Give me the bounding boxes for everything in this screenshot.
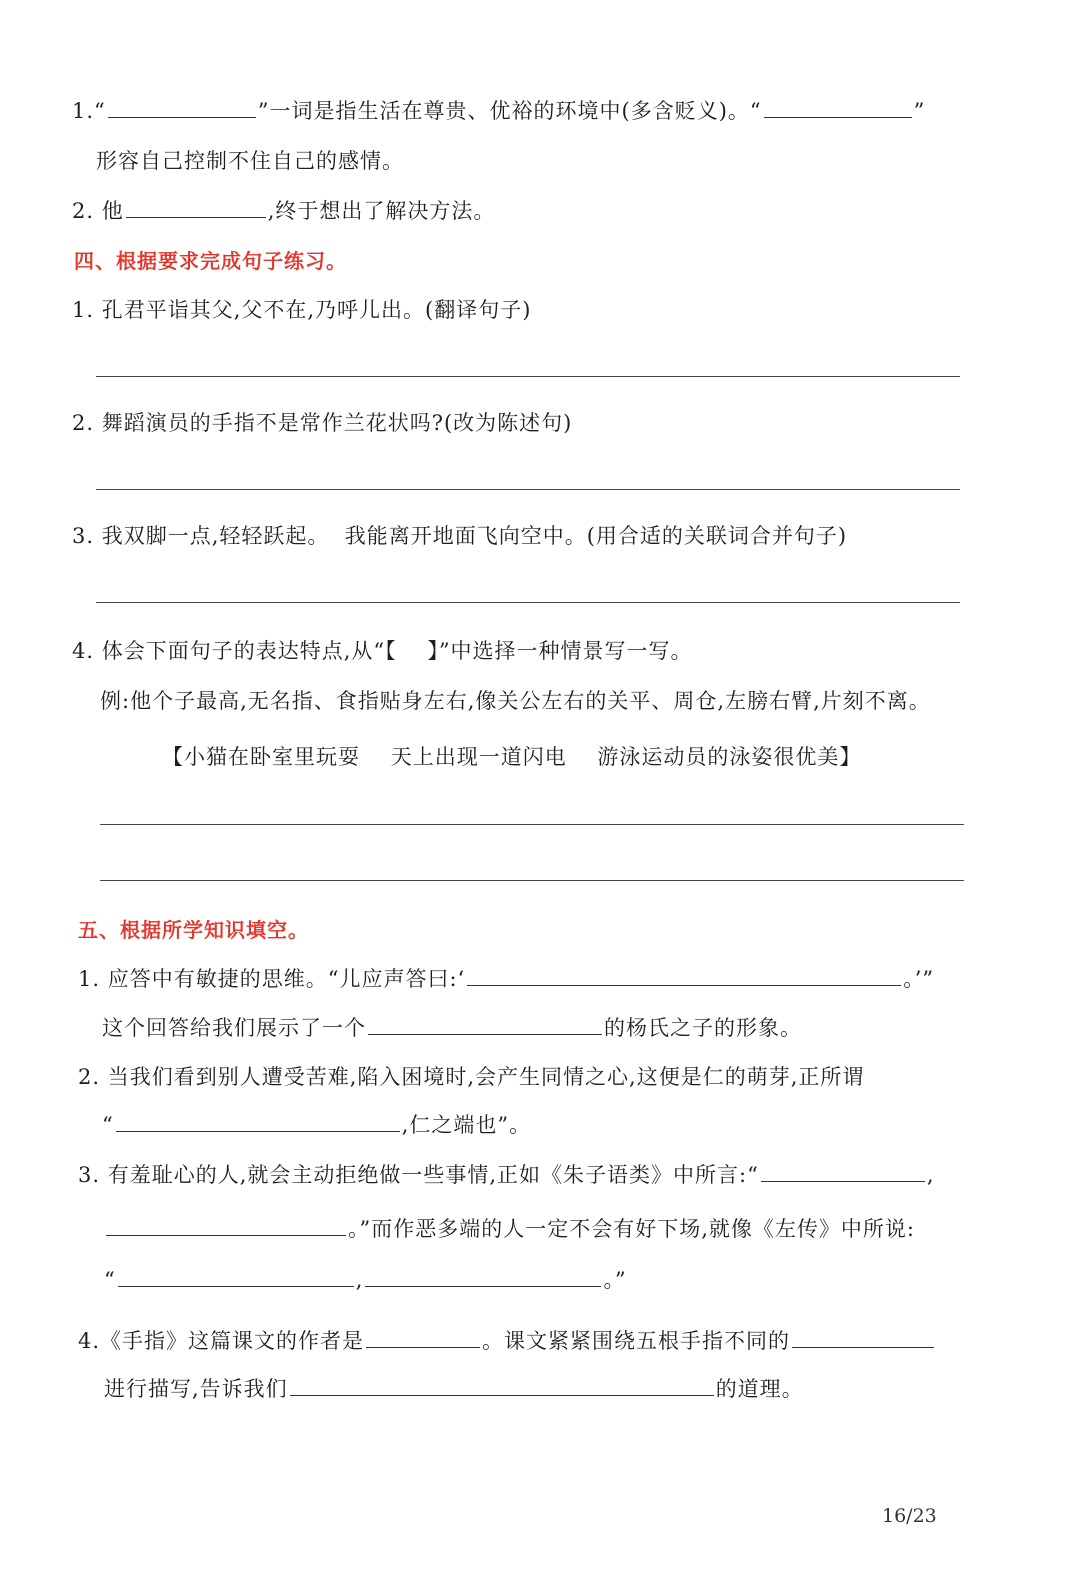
s5-q4-mid: 。课文紧紧围绕五根手指不同的 [482, 1329, 791, 1353]
s3-q1-line1 [72, 96, 925, 126]
s5-q3-line3 [104, 1265, 627, 1295]
s3-q1-close-quote: ” [913, 99, 926, 123]
s5-q4-line2 [104, 1374, 804, 1404]
s4-q4-example: 例:他个子最高,无名指、食指贴身左右,像关公左右的关平、周仓,左膀右臂,片刻不离。 [100, 689, 931, 713]
s5-q1-blank-1[interactable] [467, 965, 901, 986]
s5-q3-l3-end: 。” [603, 1268, 627, 1292]
s5-q3-blank-3[interactable] [118, 1266, 354, 1287]
s5-q3-l3-comma: , [355, 1268, 364, 1292]
s5-q1-line2 [102, 1013, 802, 1043]
s5-q4-blank-1[interactable] [366, 1327, 480, 1348]
page-number: 16/23 [882, 1505, 937, 1527]
s5-q3-blank-4[interactable] [365, 1266, 601, 1287]
s5-q2-open-quote: “ [102, 1113, 114, 1137]
s5-q3-l3-open-quote: “ [104, 1268, 116, 1292]
s5-q2-line2 [102, 1110, 531, 1140]
s5-q1-l2-end: 的杨氏之子的形象。 [604, 1016, 802, 1040]
section4-heading: 四、根据要求完成句子练习。 [74, 249, 347, 273]
s3-q1-mid: ”一词是指生活在尊贵、优裕的环境中(多含贬义)。“ [257, 99, 762, 123]
s5-q2-l2-end: ,仁之端也”。 [401, 1113, 532, 1137]
s4-q1: 1. 孔君平诣其父,父不在,乃呼儿出。(翻译句子) [72, 298, 532, 322]
s3-q2-blank[interactable] [126, 197, 266, 218]
s4-q4-options: 【小猫在卧室里玩耍 天上出现一道闪电 游泳运动员的泳姿很优美】 [162, 745, 862, 769]
s5-q4-start: 4.《手指》这篇课文的作者是 [78, 1329, 365, 1353]
s3-q2-end: ,终于想出了解决方法。 [267, 199, 496, 223]
s4-q4-answer-line-1[interactable] [100, 824, 964, 825]
s4-q4: 4. 体会下面句子的表达特点,从“【 】”中选择一种情景写一写。 [72, 639, 693, 663]
s5-q3-line1 [78, 1160, 935, 1190]
s3-q2-line [72, 196, 495, 226]
s5-q1-start: 1. 应答中有敏捷的思维。“儿应声答曰:‘ [78, 967, 466, 991]
s4-q3-answer-line[interactable] [96, 602, 960, 603]
s5-q3-line2 [104, 1214, 915, 1244]
s4-q2: 2. 舞蹈演员的手指不是常作兰花状吗?(改为陈述句) [72, 411, 573, 435]
s5-q1-blank-2[interactable] [368, 1014, 602, 1035]
s3-q2-start: 2. 他 [72, 199, 124, 223]
section5-heading: 五、根据所学知识填空。 [78, 918, 309, 942]
s5-q3-l2-end: 。”而作恶多端的人一定不会有好下场,就像《左传》中所说: [348, 1217, 915, 1241]
s5-q2-blank[interactable] [116, 1111, 400, 1132]
s3-q1-line2: 形容自己控制不住自己的感情。 [96, 149, 404, 173]
s3-q1-num: 1. [72, 99, 95, 123]
s4-q4-answer-line-2[interactable] [100, 880, 964, 881]
s4-q3: 3. 我双脚一点,轻轻跃起。 我能离开地面飞向空中。(用合适的关联词合并句子) [72, 524, 848, 548]
s5-q1-line1 [78, 964, 934, 994]
s5-q1-end: 。’” [903, 967, 935, 991]
s5-q4-blank-2[interactable] [792, 1327, 934, 1348]
s5-q3-comma: , [926, 1163, 935, 1187]
s5-q2-line1: 2. 当我们看到别人遭受苦难,陷入困境时,会产生同情之心,这便是仁的萌芽,正所谓 [78, 1065, 865, 1089]
s5-q4-line1 [78, 1326, 936, 1356]
s3-q1-blank-1[interactable] [108, 97, 256, 118]
s5-q3-blank-1[interactable] [761, 1161, 925, 1182]
s3-q1-open-quote: “ [94, 99, 106, 123]
s4-q1-answer-line[interactable] [96, 376, 960, 377]
s5-q4-l2-end: 的道理。 [715, 1377, 804, 1401]
s5-q4-l2-start: 进行描写,告诉我们 [104, 1377, 288, 1401]
s4-q2-answer-line[interactable] [96, 489, 960, 490]
s5-q3-blank-2[interactable] [106, 1215, 346, 1236]
s5-q3-start: 3. 有羞耻心的人,就会主动拒绝做一些事情,正如《朱子语类》中所言:“ [78, 1163, 759, 1187]
s5-q4-blank-3[interactable] [290, 1375, 714, 1396]
s3-q1-blank-2[interactable] [764, 97, 912, 118]
s5-q1-l2-start: 这个回答给我们展示了一个 [102, 1016, 366, 1040]
